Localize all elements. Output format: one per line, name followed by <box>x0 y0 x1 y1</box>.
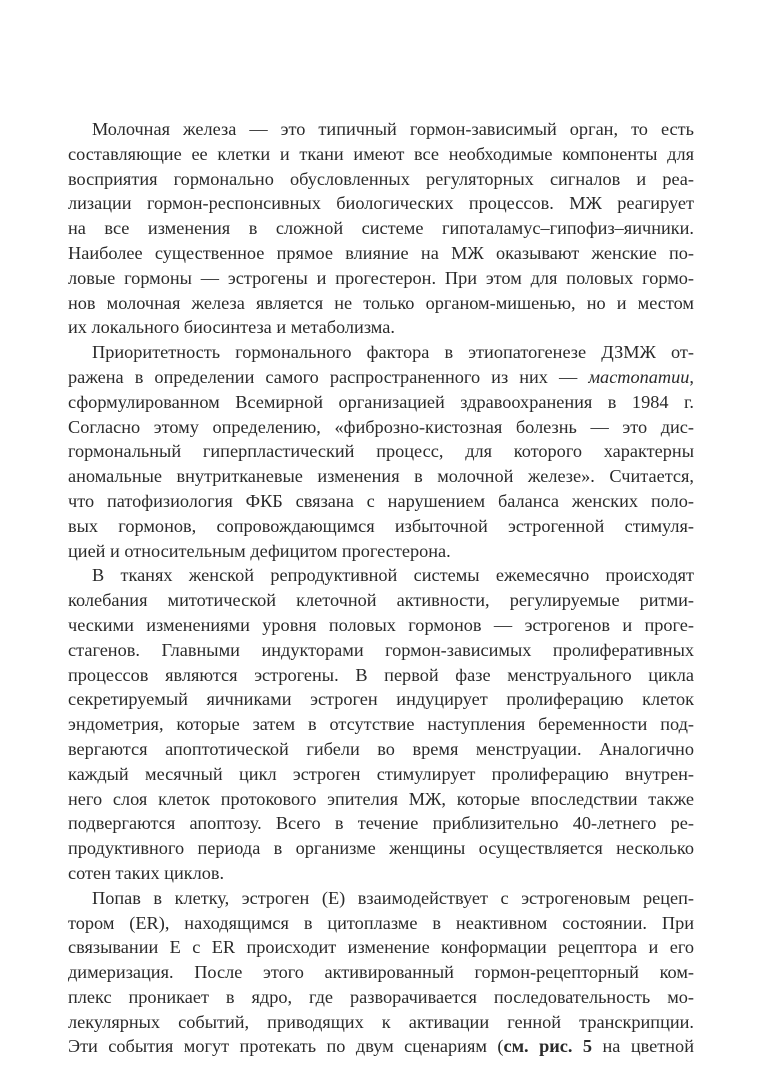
text-line: гормональный гиперпластический процесс, для которого характерны <box>68 441 694 462</box>
paragraph-1 <box>68 117 694 340</box>
text-line: секретируемый яичниками эстроген индуцирует пролиферацию клеток <box>68 689 694 710</box>
paragraph-2 <box>68 340 694 563</box>
text-line: нов молочная железа является не только органом-мишенью, но и местом <box>68 292 694 313</box>
text-line: подвергаются апоптозу. Всего в течение приблизительно 40-летнего ре- <box>68 813 694 834</box>
text-line: аномальные внутритканевые изменения в молочной железе». Считается, <box>68 466 694 487</box>
text-line: ческими изменениями уровня половых гормонов — эстрогенов и проге- <box>68 614 694 635</box>
text-line: В тканях женской репродуктивной системы ежемесячно происходят <box>92 565 694 586</box>
text-line: вых гормонов, сопровождающимся избыточной эстрогенной стимуля- <box>68 515 694 536</box>
text-line: вергаются апоптотической гибели во время менструации. Аналогично <box>68 738 694 759</box>
text-line: плекс проникает в ядро, где разворачивается последовательность мо- <box>68 986 694 1007</box>
text-line: него слоя клеток протокового эпителия МЖ, которые впоследствии также <box>68 788 694 809</box>
text-line-with-term <box>68 365 694 390</box>
text-line: стагенов. Главными индукторами гормон-зависимых пролиферативных <box>68 639 694 660</box>
paragraph-3 <box>68 563 694 885</box>
text-segment: на цветной <box>592 1036 694 1057</box>
text-line: лекулярных событий, приводящих к активации генной транскрипции. <box>68 1011 694 1032</box>
text-line: Наиболее существенное прямое влияние на МЖ оказывают женские по- <box>68 242 694 263</box>
text-line: ловые гормоны — эстрогены и прогестерон. При этом для половых гормо- <box>68 267 694 288</box>
text-line: Приоритетность гормонального фактора в этиопатогенезе ДЗМЖ от- <box>92 342 694 363</box>
text-line: лизации гормон-респонсивных биологических процессов. МЖ реагирует <box>68 193 694 214</box>
text-line: каждый месячный цикл эстроген стимулирует пролиферацию внутрен- <box>68 763 694 784</box>
text-line: что патофизиология ФКБ связана с нарушением баланса женских поло- <box>68 490 694 511</box>
text-line-with-ref <box>68 1034 694 1059</box>
text-line: колебания митотической клеточной активности, регулируемые ритми- <box>68 590 694 611</box>
text-line: Молочная железа — это типичный гормон-зависимый орган, то есть <box>92 119 694 139</box>
text-segment: Эти события могут протекать по двум сценариям ( <box>68 1036 504 1057</box>
term-suffix: , <box>689 366 694 387</box>
text-line: Согласно этому определению, «фиброзно-кистозная болезнь — это дис- <box>68 416 694 437</box>
paragraph-4 <box>68 886 694 1060</box>
text-line: связывании Е с ER происходит изменение конформации рецептора и его <box>68 937 694 958</box>
text-line: Попав в клетку, эстроген (Е) взаимодействует с эстрогеновым рецеп- <box>92 887 694 908</box>
text-line: составляющие ее клетки и ткани имеют все необходимые компоненты для <box>68 143 694 164</box>
italic-term: мастопатии <box>588 366 690 387</box>
body-text <box>68 117 694 1059</box>
text-line: димеризация. После этого активированный гормон-рецепторный ком- <box>68 962 694 983</box>
text-line: восприятия гормонально обусловленных регуляторных сигналов и реа- <box>68 168 694 189</box>
figure-reference: см. рис. 5 <box>503 1036 593 1057</box>
text-line: процессов являются эстрогены. В первой фазе менструального цикла <box>68 664 694 685</box>
text-line: цией и относительным дефицитом прогестерона. <box>68 540 451 561</box>
text-segment: ражена в определении самого распространенного из них — <box>68 366 578 387</box>
text-line: тором (ER), находящимся в цитоплазме в неактивном состоянии. При <box>68 912 694 933</box>
text-line: сформулированном Всемирной организацией здравоохранения в 1984 г. <box>68 391 694 412</box>
text-line: эндометрия, которые затем в отсутствие наступления беременности под- <box>68 714 694 735</box>
text-line: продуктивного периода в организме женщины осуществляется несколько <box>68 838 694 859</box>
text-line: на все изменения в сложной системе гипоталамус–гипофиз–яичники. <box>68 218 694 239</box>
text-line: сотен таких циклов. <box>68 862 225 883</box>
text-line: их локального биосинтеза и метаболизма. <box>68 317 395 338</box>
